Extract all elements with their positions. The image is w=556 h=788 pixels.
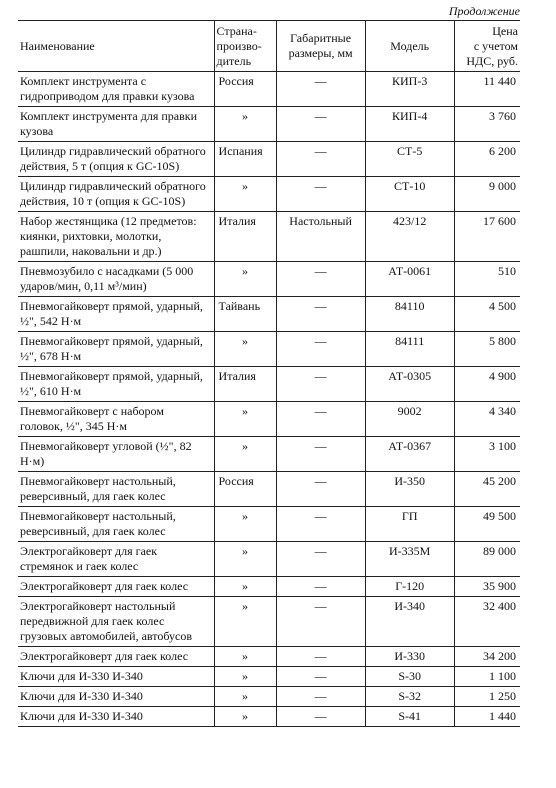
cell-price: 89 000: [454, 542, 520, 577]
cell-size: —: [276, 402, 365, 437]
cell-size: —: [276, 262, 365, 297]
cell-name: Набор жестянщика (12 предметов: киянки, рихтовки, молотки, рашпили, наковальни и др.): [18, 212, 214, 262]
cell-size: —: [276, 472, 365, 507]
cell-country: Италия: [214, 367, 276, 402]
cell-name: Пневмогайковерт угловой (½", 82 Н·м): [18, 437, 214, 472]
cell-size: —: [276, 107, 365, 142]
cell-model: Г-120: [365, 577, 454, 597]
header-country: Страна- произво- дитель: [214, 21, 276, 72]
table-row: [18, 597, 520, 647]
cell-country: »: [214, 262, 276, 297]
cell-size: —: [276, 507, 365, 542]
cell-name: Электрогайковерт для гаек колес: [18, 647, 214, 667]
cell-size: —: [276, 367, 365, 402]
header-price: Цена с учетом НДС, руб.: [454, 21, 520, 72]
cell-country: »: [214, 687, 276, 707]
cell-model: СТ-5: [365, 142, 454, 177]
table-row: [18, 297, 520, 332]
cell-price: 4 900: [454, 367, 520, 402]
cell-price: 49 500: [454, 507, 520, 542]
table-row: [18, 542, 520, 577]
header-row: [18, 21, 520, 72]
cell-size: —: [276, 297, 365, 332]
cell-model: И-340: [365, 597, 454, 647]
cell-country: Россия: [214, 72, 276, 107]
cell-model: 423/12: [365, 212, 454, 262]
table-row: [18, 667, 520, 687]
cell-country: »: [214, 332, 276, 367]
cell-size: —: [276, 332, 365, 367]
cell-size: —: [276, 437, 365, 472]
cell-size: —: [276, 142, 365, 177]
cell-size: —: [276, 597, 365, 647]
cell-price: 510: [454, 262, 520, 297]
cell-size: Настольный: [276, 212, 365, 262]
cell-model: И-335М: [365, 542, 454, 577]
table-row: [18, 262, 520, 297]
cell-name: Пневмозубило с насадками (5 000 ударов/мин, 0,11 м³/мин): [18, 262, 214, 297]
table-row: [18, 647, 520, 667]
cell-model: 84111: [365, 332, 454, 367]
cell-name: Пневмогайковерт настольный, реверсивный, для гаек колес: [18, 472, 214, 507]
cell-model: S-41: [365, 707, 454, 727]
cell-size: —: [276, 707, 365, 727]
cell-name: Цилиндр гидравлический обратного действия, 5 т (опция к GC-10S): [18, 142, 214, 177]
table-row: [18, 332, 520, 367]
cell-price: 4 500: [454, 297, 520, 332]
cell-model: АТ-0061: [365, 262, 454, 297]
cell-name: Цилиндр гидравлический обратного действия, 10 т (опция к GC-10S): [18, 177, 214, 212]
cell-price: 1 100: [454, 667, 520, 687]
cell-size: —: [276, 647, 365, 667]
cell-price: 1 440: [454, 707, 520, 727]
table-row: [18, 472, 520, 507]
cell-name: Пневмогайковерт прямой, ударный, ½", 678 Н·м: [18, 332, 214, 367]
cell-size: —: [276, 577, 365, 597]
table-row: [18, 107, 520, 142]
cell-price: 3 760: [454, 107, 520, 142]
header-size: Габаритные размеры, мм: [276, 21, 365, 72]
cell-model: АТ-0367: [365, 437, 454, 472]
cell-price: 32 400: [454, 597, 520, 647]
cell-country: Тайвань: [214, 297, 276, 332]
cell-size: —: [276, 687, 365, 707]
cell-country: »: [214, 507, 276, 542]
cell-price: 35 900: [454, 577, 520, 597]
table-row: [18, 367, 520, 402]
cell-size: —: [276, 667, 365, 687]
cell-name: Пневмогайковерт прямой, ударный, ½", 542 Н·м: [18, 297, 214, 332]
cell-name: Электрогайковерт для гаек колес: [18, 577, 214, 597]
cell-country: »: [214, 437, 276, 472]
cell-model: 84110: [365, 297, 454, 332]
cell-price: 4 340: [454, 402, 520, 437]
cell-price: 34 200: [454, 647, 520, 667]
cell-size: —: [276, 72, 365, 107]
cell-model: АТ-0305: [365, 367, 454, 402]
header-model: Модель: [365, 21, 454, 72]
cell-name: Пневмогайковерт настольный, реверсивный, для гаек колес: [18, 507, 214, 542]
cell-model: S-30: [365, 667, 454, 687]
cell-country: Россия: [214, 472, 276, 507]
cell-size: —: [276, 177, 365, 212]
cell-country: »: [214, 107, 276, 142]
cell-name: Комплект инструмента для правки кузова: [18, 107, 214, 142]
cell-model: СТ-10: [365, 177, 454, 212]
table-row: [18, 437, 520, 472]
cell-price: 11 440: [454, 72, 520, 107]
cell-name: Электрогайковерт для гаек стремянок и гаек колес: [18, 542, 214, 577]
cell-model: 9002: [365, 402, 454, 437]
cell-country: »: [214, 542, 276, 577]
cell-name: Пневмогайковерт прямой, ударный, ½", 610 Н·м: [18, 367, 214, 402]
cell-name: Ключи для И-330 И-340: [18, 667, 214, 687]
table-row: [18, 707, 520, 727]
table-row: [18, 142, 520, 177]
cell-country: Испания: [214, 142, 276, 177]
cell-country: »: [214, 647, 276, 667]
cell-price: 9 000: [454, 177, 520, 212]
cell-price: 5 800: [454, 332, 520, 367]
cell-name: Ключи для И-330 И-340: [18, 687, 214, 707]
cell-country: »: [214, 707, 276, 727]
cell-size: —: [276, 542, 365, 577]
cell-name: Электрогайковерт настольный передвижной для гаек колес грузовых автомобилей, автобусов: [18, 597, 214, 647]
table-row: [18, 577, 520, 597]
cell-price: 17 600: [454, 212, 520, 262]
table-row: [18, 177, 520, 212]
cell-model: И-330: [365, 647, 454, 667]
cell-price: 45 200: [454, 472, 520, 507]
header-name: Наименование: [18, 21, 214, 72]
cell-country: »: [214, 402, 276, 437]
table-row: [18, 687, 520, 707]
cell-model: И-350: [365, 472, 454, 507]
table-row: [18, 212, 520, 262]
table-row: [18, 507, 520, 542]
cell-country: »: [214, 597, 276, 647]
cell-name: Комплект инструмента с гидроприводом для правки кузова: [18, 72, 214, 107]
table-row: [18, 402, 520, 437]
table-body: [18, 72, 520, 727]
cell-model: КИП-4: [365, 107, 454, 142]
cell-name: Ключи для И-330 И-340: [18, 707, 214, 727]
cell-country: »: [214, 177, 276, 212]
cell-model: S-32: [365, 687, 454, 707]
cell-price: 6 200: [454, 142, 520, 177]
continuation-label: Продолжение: [448, 4, 520, 18]
cell-name: Пневмогайковерт с набором головок, ½", 345 Н·м: [18, 402, 214, 437]
cell-price: 1 250: [454, 687, 520, 707]
cell-country: »: [214, 667, 276, 687]
cell-model: ГП: [365, 507, 454, 542]
table-row: [18, 72, 520, 107]
cell-country: Италия: [214, 212, 276, 262]
cell-price: 3 100: [454, 437, 520, 472]
cell-model: КИП-3: [365, 72, 454, 107]
price-table: [18, 20, 520, 727]
cell-country: »: [214, 577, 276, 597]
